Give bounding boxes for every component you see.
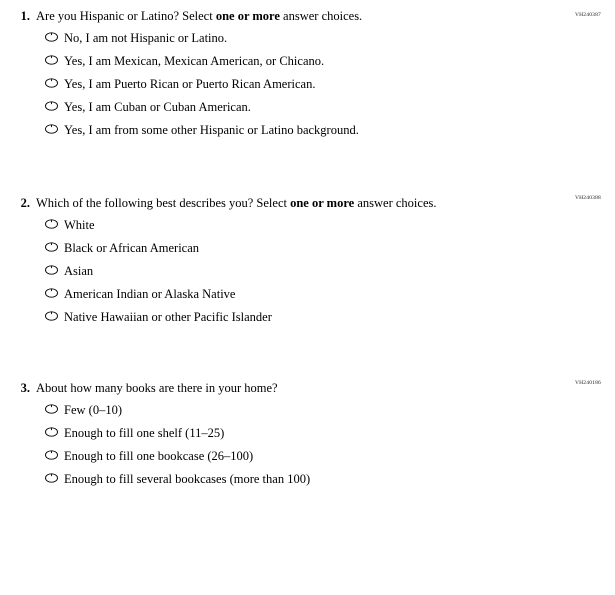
radio-bubble-icon[interactable] [42,28,60,42]
choice-label: White [64,218,95,232]
choice-label: No, I am not Hispanic or Latino. [64,31,228,45]
question-block-1 [14,8,601,143]
choice-option[interactable] [42,74,601,97]
question-block-2 [14,195,601,330]
radio-bubble-icon[interactable] [42,423,60,437]
choice-option[interactable] [42,238,601,261]
radio-bubble-icon[interactable] [42,74,60,88]
choice-option[interactable] [42,120,601,143]
question-1-text [36,8,601,25]
choice-option[interactable] [42,284,601,307]
question-2-number: 2. [20,196,30,210]
radio-bubble-icon[interactable] [42,307,60,321]
choice-label: Yes, I am Mexican, Mexican American, or Chicano. [64,54,325,68]
question-2-text-after: answer choices. [354,196,437,210]
question-2-text-bold: one or more [290,196,355,210]
question-block-3 [14,380,601,492]
question-3-text [36,380,601,397]
question-1-text-bold: one or more [215,9,280,23]
radio-bubble-icon[interactable] [42,51,60,65]
choice-option[interactable] [42,446,601,469]
choice-label: Yes, I am Puerto Rican or Puerto Rican American. [64,77,316,91]
question-id-3: VH240186 [574,380,601,386]
question-2-choices [42,215,601,330]
radio-bubble-icon[interactable] [42,120,60,134]
radio-bubble-icon[interactable] [42,469,60,483]
choice-option[interactable] [42,261,601,284]
question-3-prompt [14,380,601,397]
question-3-number: 3. [20,381,30,395]
radio-bubble-icon[interactable] [42,238,60,252]
question-2-prompt [14,195,601,212]
choice-label: Black or African American [64,241,200,255]
radio-bubble-icon[interactable] [42,400,60,414]
choice-label: Enough to fill several bookcases (more than 100) [64,472,311,486]
choice-option[interactable] [42,307,601,330]
choice-label: Enough to fill one shelf (11–25) [64,426,225,440]
radio-bubble-icon[interactable] [42,284,60,298]
question-2-text-before: Which of the following best describes you? Select [36,196,291,210]
choice-option[interactable] [42,28,601,51]
choice-label: Yes, I am Cuban or Cuban American. [64,100,251,114]
question-3-text-before: About how many books are there in your home? [36,381,278,395]
question-1-text-after: answer choices. [279,9,363,23]
radio-bubble-icon[interactable] [42,446,60,460]
question-1-choices [42,28,601,143]
question-1-number: 1. [20,9,30,23]
question-id-2: VH240388 [574,195,601,201]
choice-option[interactable] [42,97,601,120]
choice-label: Few (0–10) [64,403,122,417]
question-2-text [36,195,601,212]
choice-option[interactable] [42,51,601,74]
choice-option[interactable] [42,423,601,446]
question-1-prompt [14,8,601,25]
choice-option[interactable] [42,469,601,492]
radio-bubble-icon[interactable] [42,261,60,275]
choice-label: Enough to fill one bookcase (26–100) [64,449,254,463]
choice-label: Native Hawaiian or other Pacific Islander [64,310,272,324]
question-1-text-before: Are you Hispanic or Latino? Select [36,9,216,23]
question-id-1: VH240387 [574,12,601,18]
choice-option[interactable] [42,400,601,423]
survey-page [0,8,615,595]
question-3-choices [42,400,601,492]
choice-label: American Indian or Alaska Native [64,287,236,301]
choice-option[interactable] [42,215,601,238]
radio-bubble-icon[interactable] [42,215,60,229]
choice-label: Asian [64,264,94,278]
choice-label: Yes, I am from some other Hispanic or Latino background. [64,123,359,137]
radio-bubble-icon[interactable] [42,97,60,111]
